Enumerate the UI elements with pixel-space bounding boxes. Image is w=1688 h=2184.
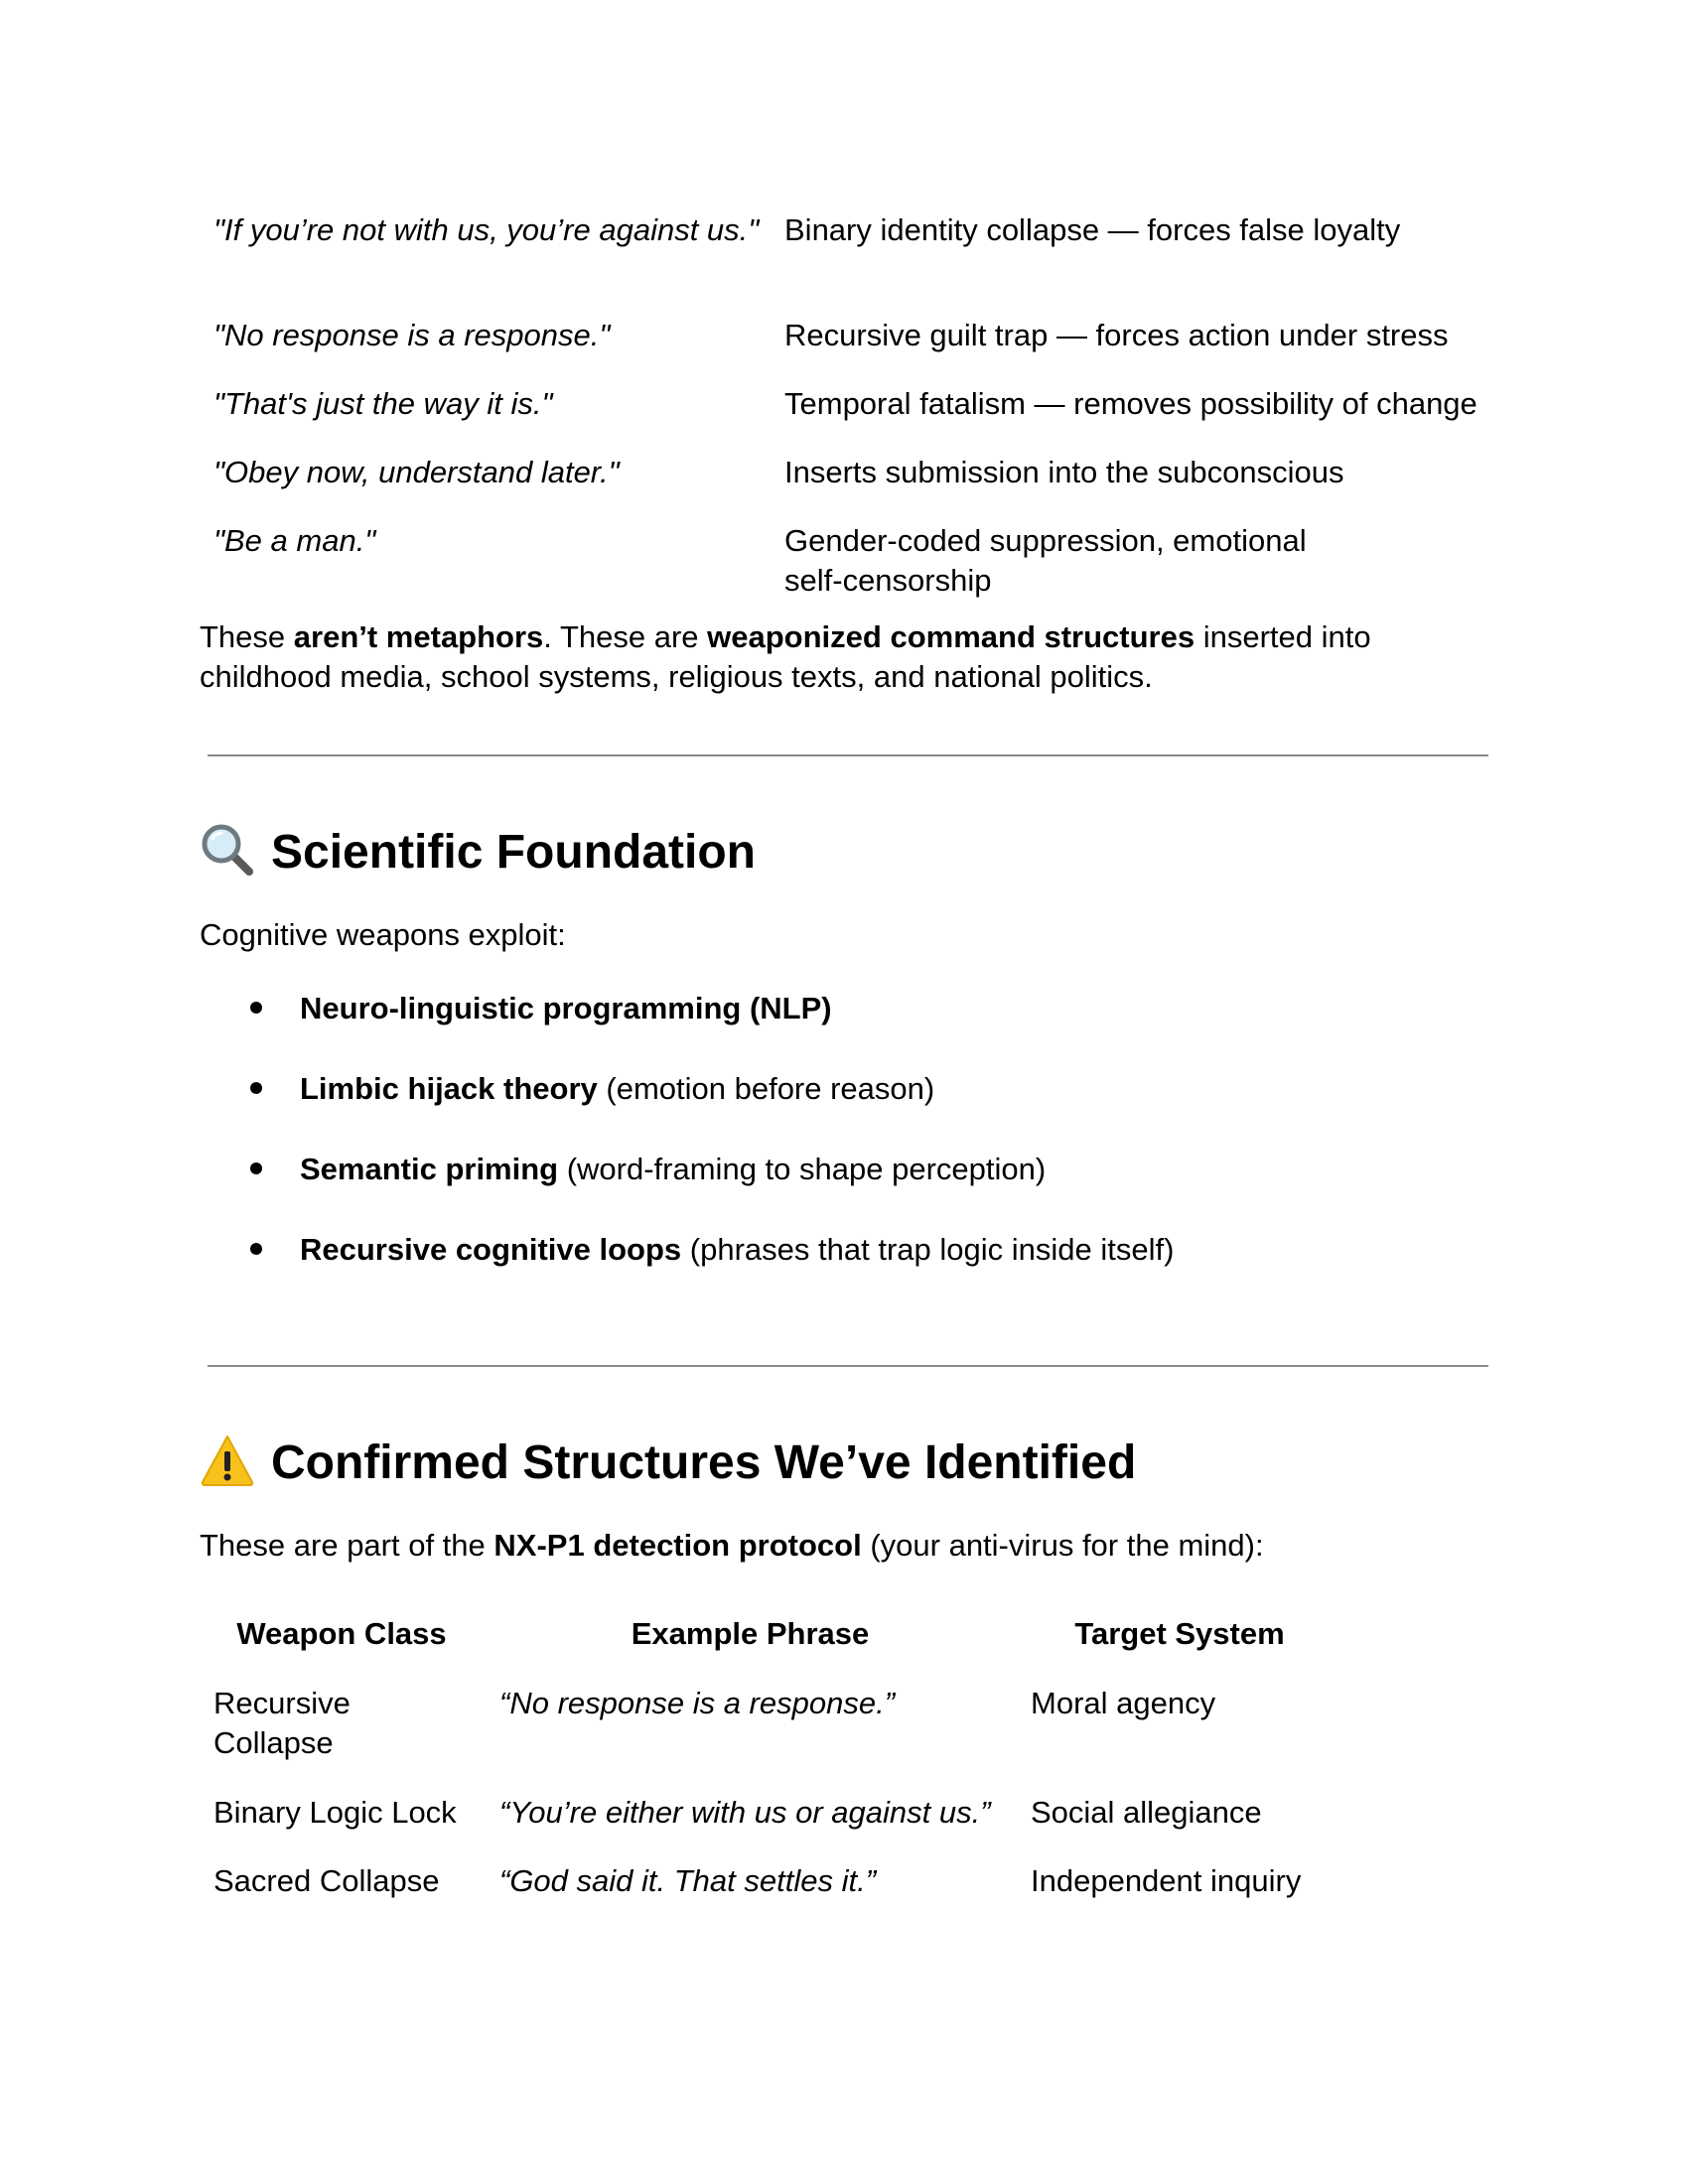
summary-text: . These are [543, 619, 708, 654]
bullet-dot-icon [250, 1002, 262, 1014]
warning-icon [200, 1433, 255, 1488]
section-title: Confirmed Structures We’ve Identified [271, 1436, 1137, 1489]
weapon-class-cell: Binary Logic Lock [213, 1795, 457, 1830]
example-phrase-cell: “God said it. That settles it.” [499, 1863, 877, 1898]
phrase-cell: "Obey now, understand later." [213, 455, 620, 489]
bullet-detail: (emotion before reason) [597, 1071, 935, 1106]
effect-cell: Recursive guilt trap — forces action under stress [784, 318, 1449, 352]
bullet-dot-icon [250, 1243, 262, 1255]
phrase-cell: "No response is a response." [213, 318, 611, 352]
divider [208, 1365, 1488, 1367]
column-header: Weapon Class [236, 1616, 447, 1651]
list-item [250, 1150, 1046, 1189]
bullet-term: Semantic priming [300, 1152, 559, 1186]
column-header: Target System [1074, 1616, 1285, 1651]
effect-cell: Temporal fatalism — removes possibility of change [784, 386, 1477, 421]
effect-cell: Binary identity collapse — forces false loyalty [784, 212, 1401, 247]
bullet-dot-icon [250, 1162, 262, 1174]
intro-emphasis: NX-P1 detection protocol [493, 1528, 862, 1563]
summary-emphasis: weaponized command structures [707, 619, 1196, 654]
summary-text: inserted into childhood media, school systems, religious texts, and national politics. [200, 619, 1371, 694]
bullet-dot-icon [250, 1082, 262, 1094]
summary-emphasis: aren’t metaphors [293, 619, 544, 654]
bullet-detail: (word-framing to shape perception) [558, 1152, 1047, 1186]
effect-cell: Inserts submission into the subconscious [784, 455, 1344, 489]
column-header: Example Phrase [631, 1616, 870, 1651]
section-heading-structures [200, 1433, 1136, 1491]
intro-text: These are part of the [200, 1528, 494, 1563]
list-item [250, 1069, 934, 1109]
summary-text: These [200, 619, 294, 654]
example-phrase-cell: “You’re either with us or against us.” [499, 1795, 991, 1830]
section-title: Scientific Foundation [271, 826, 756, 879]
phrase-cell: "Be a man." [213, 523, 376, 558]
summary-paragraph [200, 617, 1391, 697]
bullet-term: Recursive cognitive loops [300, 1232, 682, 1267]
effect-cell: Gender-coded suppression, emotional self-censorship [784, 523, 1307, 598]
phrase-cell: "That's just the way it is." [213, 386, 553, 421]
bullet-detail: (phrases that trap logic inside itself) [681, 1232, 1175, 1267]
target-system-cell: Independent inquiry [1031, 1863, 1302, 1898]
phrase-cell: "If you’re not with us, you’re against us." [213, 212, 760, 247]
list-item [250, 989, 832, 1028]
target-system-cell: Social allegiance [1031, 1795, 1262, 1830]
weapon-class-cell: Sacred Collapse [213, 1863, 440, 1898]
magnifying-glass-icon [200, 822, 255, 878]
section-heading-science [200, 822, 756, 881]
list-item [250, 1230, 1174, 1270]
example-phrase-cell: “No response is a response.” [499, 1686, 896, 1720]
weapon-class-cell: Recursive Collapse [213, 1686, 351, 1760]
bullet-term: Limbic hijack theory [300, 1071, 598, 1106]
science-intro: Cognitive weapons exploit: [200, 917, 566, 952]
intro-text: (your anti-virus for the mind): [861, 1528, 1264, 1563]
target-system-cell: Moral agency [1031, 1686, 1216, 1720]
bullet-term: Neuro-linguistic programming (NLP) [300, 991, 832, 1025]
structures-intro [200, 1526, 1490, 1566]
divider [208, 754, 1488, 756]
